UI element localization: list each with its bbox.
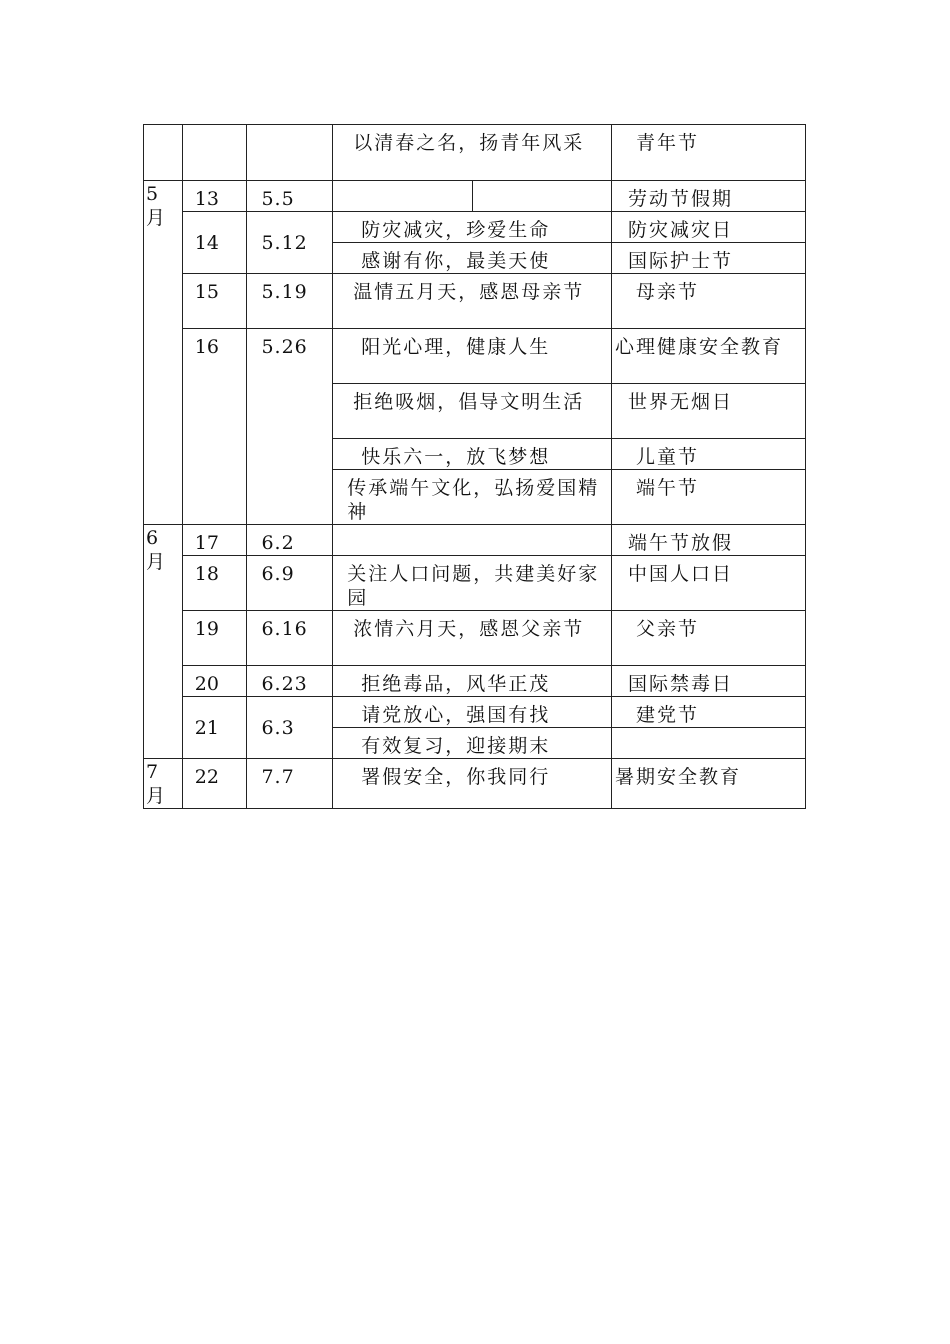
holiday-cell — [611, 697, 805, 728]
holiday-text — [612, 728, 805, 734]
theme-cell — [333, 384, 612, 439]
week-number: 17 — [194, 532, 219, 554]
theme-text: 温情五月天，感恩母亲节 — [353, 281, 585, 303]
table-row — [144, 759, 806, 809]
date-text: 5.5 — [261, 188, 295, 210]
date-cell — [247, 274, 333, 329]
theme-cell — [333, 125, 612, 181]
theme-text: 关注人口问题，共建美好家园 — [347, 563, 600, 609]
holiday-cell — [611, 212, 805, 243]
holiday-cell — [611, 439, 805, 470]
month-text: 7月 — [146, 761, 166, 807]
theme-cell — [333, 274, 612, 329]
theme-text: 浓情六月天，感恩父亲节 — [353, 618, 585, 640]
date-cell — [247, 181, 333, 212]
date-cell — [247, 759, 333, 809]
holiday-text: 父亲节 — [635, 618, 699, 640]
holiday-cell — [611, 759, 805, 809]
date-text: 6.16 — [261, 618, 308, 640]
week-cell — [182, 666, 247, 697]
theme-text: 快乐六一，放飞梦想 — [361, 446, 551, 468]
theme-text: 请党放心，强国有找 — [361, 704, 551, 726]
table-row — [144, 212, 806, 243]
week-cell — [182, 274, 247, 329]
date-text: 6.2 — [261, 532, 295, 554]
holiday-text: 端午节放假 — [627, 532, 733, 554]
week-cell — [182, 697, 247, 759]
month-cell — [144, 125, 183, 181]
month-text: 5月 — [146, 183, 166, 229]
week-number: 13 — [194, 188, 219, 210]
theme-cell — [333, 697, 612, 728]
holiday-text: 暑期安全教育 — [614, 766, 741, 788]
theme-text: 传承端午文化，弘扬爱国精神 — [347, 477, 600, 523]
table-row — [144, 125, 806, 181]
holiday-cell — [611, 611, 805, 666]
week-number: 15 — [194, 281, 219, 303]
theme-text: 阳光心理，健康人生 — [361, 336, 551, 358]
schedule-table — [143, 124, 806, 809]
holiday-cell — [611, 125, 805, 181]
holiday-cell — [611, 728, 805, 759]
theme-text: 以清春之名，扬青年风采 — [353, 132, 585, 154]
blank-cell — [472, 181, 611, 212]
holiday-text: 国际禁毒日 — [627, 673, 733, 695]
holiday-text: 中国人口日 — [627, 563, 733, 585]
date-text: 5.26 — [261, 336, 308, 358]
week-cell — [182, 525, 247, 556]
holiday-cell — [611, 274, 805, 329]
date-text: 5.12 — [261, 231, 308, 254]
holiday-text: 端午节 — [635, 477, 699, 499]
theme-cell — [333, 181, 472, 212]
table-row — [144, 666, 806, 697]
holiday-cell — [611, 525, 805, 556]
holiday-text: 儿童节 — [635, 446, 699, 468]
date-text: 6.23 — [261, 673, 308, 695]
week-cell — [182, 212, 247, 274]
table-row — [144, 274, 806, 329]
holiday-cell — [611, 470, 805, 525]
theme-cell — [333, 611, 612, 666]
holiday-cell — [611, 556, 805, 611]
month-cell — [144, 181, 183, 525]
week-number: 21 — [194, 716, 219, 739]
holiday-cell — [611, 181, 805, 212]
theme-cell — [333, 329, 612, 384]
month-cell — [144, 525, 183, 759]
table-row — [144, 329, 806, 384]
theme-cell — [333, 243, 612, 274]
theme-text — [333, 525, 611, 531]
theme-text: 感谢有你，最美天使 — [361, 250, 551, 272]
theme-cell — [333, 439, 612, 470]
date-cell — [247, 697, 333, 759]
week-cell — [182, 611, 247, 666]
date-cell — [247, 329, 333, 525]
holiday-cell — [611, 384, 805, 439]
theme-text — [333, 181, 471, 187]
theme-cell — [333, 212, 612, 243]
holiday-text: 青年节 — [635, 132, 699, 154]
holiday-text: 建党节 — [635, 704, 699, 726]
holiday-text: 国际护士节 — [627, 250, 733, 272]
week-number: 18 — [194, 563, 219, 585]
week-number: 22 — [194, 766, 219, 788]
week-cell — [182, 125, 247, 181]
week-cell — [182, 556, 247, 611]
holiday-cell — [611, 243, 805, 274]
date-cell — [247, 611, 333, 666]
week-cell — [182, 759, 247, 809]
theme-text: 拒绝毒品，风华正茂 — [361, 673, 551, 695]
holiday-text: 母亲节 — [635, 281, 699, 303]
week-number: 19 — [194, 618, 219, 640]
month-text: 6月 — [146, 527, 166, 573]
date-text: 6.9 — [261, 563, 295, 585]
theme-cell — [333, 666, 612, 697]
date-text: 5.19 — [261, 281, 308, 303]
week-cell — [182, 181, 247, 212]
holiday-text: 心理健康安全教育 — [614, 336, 783, 358]
holiday-text: 防灾减灾日 — [627, 219, 733, 241]
theme-text: 拒绝吸烟，倡导文明生活 — [353, 391, 585, 413]
table-row — [144, 181, 806, 212]
theme-cell — [333, 728, 612, 759]
theme-text: 防灾减灾，珍爱生命 — [361, 219, 551, 241]
table-row — [144, 611, 806, 666]
week-number: 14 — [194, 231, 219, 254]
date-cell — [247, 125, 333, 181]
week-number: 16 — [194, 336, 219, 358]
holiday-cell — [611, 666, 805, 697]
table-row — [144, 697, 806, 728]
date-text: 6.3 — [261, 716, 295, 739]
theme-cell — [333, 470, 612, 525]
theme-cell — [333, 525, 612, 556]
date-cell — [247, 666, 333, 697]
holiday-text: 世界无烟日 — [627, 391, 733, 413]
date-cell — [247, 212, 333, 274]
table-row — [144, 556, 806, 611]
date-cell — [247, 556, 333, 611]
theme-text: 有效复习，迎接期末 — [361, 735, 551, 757]
table-row — [144, 525, 806, 556]
holiday-text: 劳动节假期 — [627, 188, 733, 210]
theme-text: 署假安全，你我同行 — [361, 766, 551, 788]
week-number: 20 — [194, 673, 219, 695]
theme-cell — [333, 556, 612, 611]
date-text: 7.7 — [261, 766, 295, 788]
date-cell — [247, 525, 333, 556]
holiday-cell — [611, 329, 805, 384]
week-cell — [182, 329, 247, 525]
theme-cell — [333, 759, 612, 809]
month-cell — [144, 759, 183, 809]
